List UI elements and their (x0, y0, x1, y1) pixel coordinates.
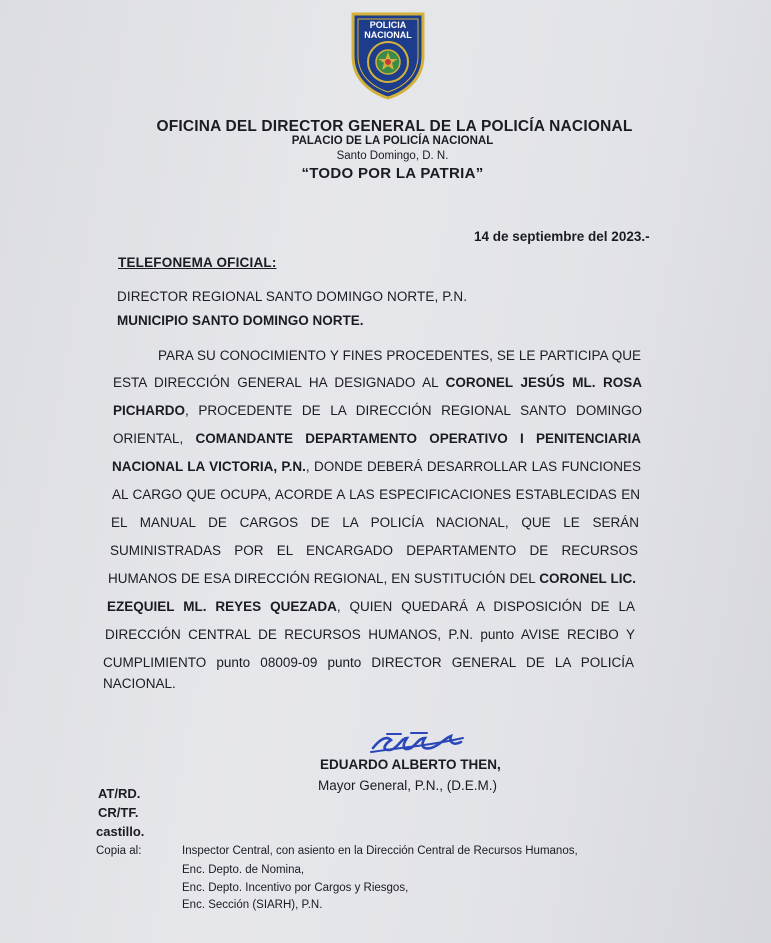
initials-line: AT/RD. (98, 786, 141, 801)
recipient-line-2: MUNICIPIO SANTO DOMINGO NORTE. (117, 313, 364, 328)
copia-label: Copia al: (96, 845, 142, 857)
body-line: EL MANUAL DE CARGOS DE LA POLICÍA NACIONAL, QUE LE SERÁN (111, 515, 639, 530)
copia-item: Enc. Sección (SIARH), P.N. (182, 899, 323, 911)
body-line: NACIONAL LA VICTORIA, P.N., DONDE DEBERÁ DESARROLLAR LAS FUNCIONES (112, 459, 641, 474)
body-line: EZEQUIEL ML. REYES QUEZADA, QUIEN QUEDARÁ A DISPOSICIÓN DE LA (107, 599, 635, 614)
body-line: PICHARDO, PROCEDENTE DE LA DIRECCIÓN REGIONAL SANTO DOMINGO (113, 403, 642, 418)
motto: “TODO POR LA PATRIA” (301, 165, 484, 182)
palace-subtitle: PALACIO DE LA POLICÍA NACIONAL (291, 135, 494, 147)
body-line: NACIONAL. (103, 676, 176, 691)
initials-line: castillo. (96, 824, 145, 839)
office-title: OFICINA DEL DIRECTOR GENERAL DE LA POLICÍA NACIONAL (156, 118, 633, 135)
initials-line: CR/TF. (98, 805, 139, 820)
letter-date: 14 de septiembre del 2023.- (474, 229, 650, 244)
body-line: DIRECCIÓN CENTRAL DE RECURSOS HUMANOS, P.N. punto AVISE RECIBO Y (105, 627, 635, 642)
copia-item: Enc. Depto. de Nomina, (182, 864, 305, 876)
recipient-line-1: DIRECTOR REGIONAL SANTO DOMINGO NORTE, P.N. (117, 289, 468, 304)
seal-text-policia: POLICIA (369, 20, 407, 30)
signatory-rank: Mayor General, P.N., (D.E.M.) (318, 778, 498, 793)
policia-nacional-seal-icon (349, 10, 427, 100)
city-line: Santo Domingo, D. N. (336, 150, 449, 162)
body-line: CUMPLIMIENTO punto 08009-09 punto DIRECTOR GENERAL DE LA POLICÍA (103, 655, 634, 670)
body-line: SUMINISTRADAS POR EL ENCARGADO DEPARTAMENTO DE RECURSOS (110, 543, 638, 558)
copia-item: Inspector Central, con asiento en la Dirección Central de Recursos Humanos, (182, 845, 578, 857)
signatory-name: EDUARDO ALBERTO THEN, (320, 757, 501, 772)
body-line: ORIENTAL, COMANDANTE DEPARTAMENTO OPERATIVO I PENITENCIARIA (113, 431, 641, 446)
body-line: HUMANOS DE ESA DIRECCIÓN REGIONAL, EN SUSTITUCIÓN DEL CORONEL LIC. (108, 571, 636, 586)
body-line: AL CARGO QUE OCUPA, ACORDE A LAS ESPECIFICACIONES ESTABLECIDAS EN (112, 487, 640, 502)
telefonema-heading: TELEFONEMA OFICIAL: (118, 255, 277, 270)
seal-text-nacional: NACIONAL (364, 30, 412, 40)
copia-item: Enc. Depto. Incentivo por Cargos y Riesgos, (182, 882, 409, 894)
body-line: ESTA DIRECCIÓN GENERAL HA DESIGNADO AL CORONEL JESÚS ML. ROSA (113, 375, 642, 390)
body-line: PARA SU CONOCIMIENTO Y FINES PROCEDENTES, SE LE PARTICIPA QUE (158, 348, 641, 363)
handwritten-signature-icon (367, 730, 467, 758)
